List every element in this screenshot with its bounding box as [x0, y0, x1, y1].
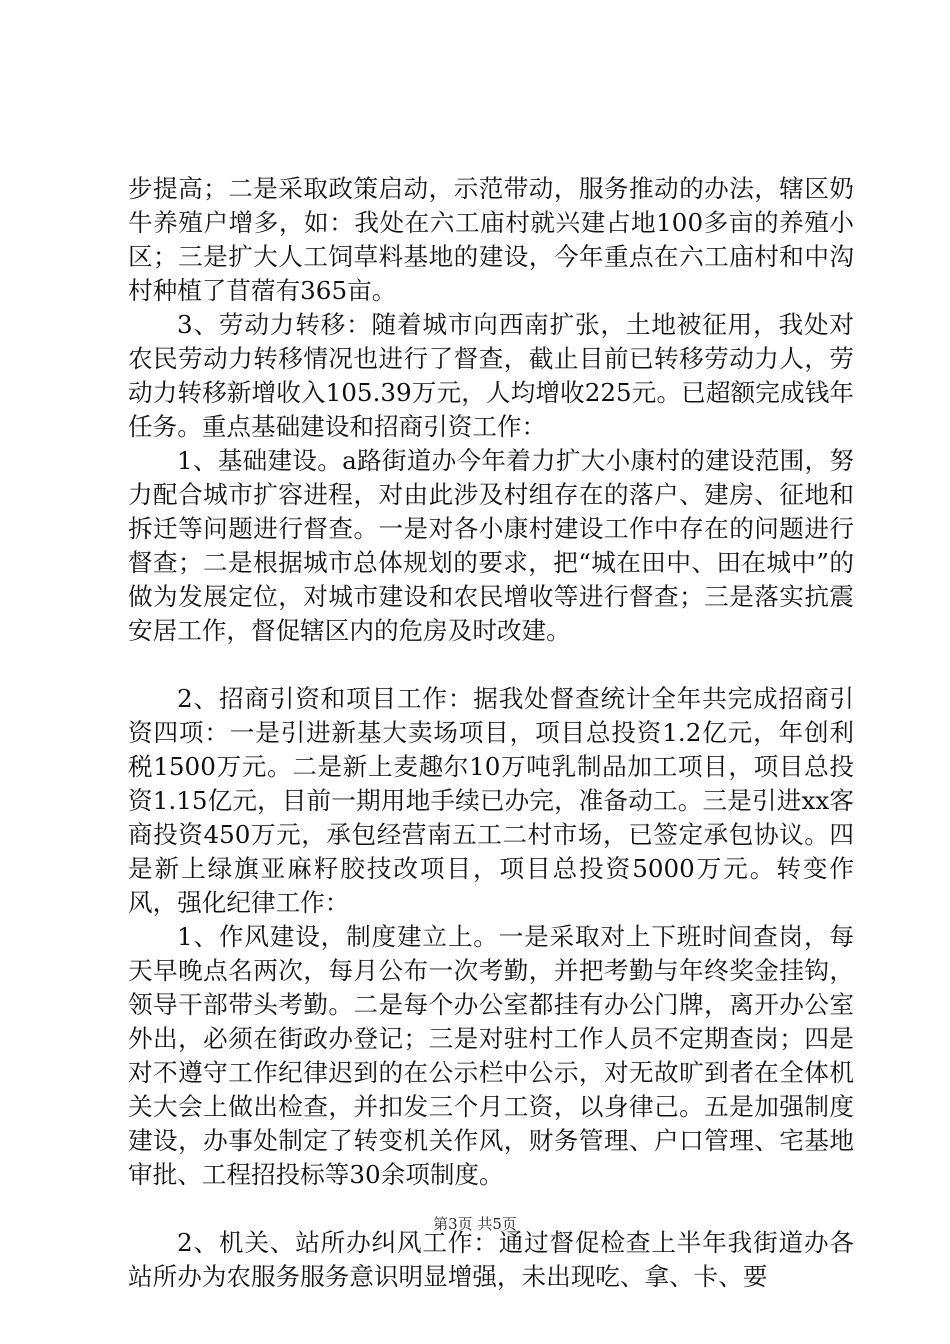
document-body	[128, 172, 854, 1294]
paragraph-work-style: 1、作风建设，制度建立上。一是采取对上下班时间查岗，每天早晚点名两次，每月公布一次考勤，并把考勤与年终奖金挂钩，领导干部带头考勤。二是每个办公室都挂有办公门牌，离开办公室外出，必须在街政办登记；三是对驻村工作人员不定期查岗；四是对不遵守工作纪律迟到的在公示栏中公示，对无故旷到者在全体机关大会上做出检查，并扣发三个月工资，以身律己。五是加强制度建设，办事处制定了转变机关作风，财务管理、户口管理、宅基地审批、工程招投标等30余项制度。	[128, 922, 854, 1189]
paragraph-continuation: 步提高；二是采取政策启动，示范带动，服务推动的办法，辖区奶牛养殖户增多，如：我处在六工庙村就兴建占地100多亩的养殖小区；三是扩大人工饲草料基地的建设，今年重点在六工庙村和中沟村种植了苜蓿有365亩。	[128, 174, 854, 305]
paragraph-investment: 2、招商引资和项目工作：据我处督查统计全年共完成招商引资四项：一是引进新基大卖场项目，项目总投资1.2亿元，年创利税1500万元。二是新上麦趣尔10万吨乳制品加工项目，项目总投资1.15亿元，目前一期用地手续已办完，准备动工。三是引进xx客商投资450万元，承包经营南五工二村市场，已签定承包协议。四是新上绿旗亚麻籽胶技改项目，项目总投资5000万元。转变作风，强化纪律工作：	[128, 684, 854, 917]
paragraph-labor-transfer: 3、劳动力转移：随着城市向西南扩张，土地被征用，我处对农民劳动力转移情况也进行了督查，截止目前已转移劳动力人，劳动力转移新增收入105.39万元，人均增收225元。已超额完成钱年任务。重点基础建设和招商引资工作：	[128, 310, 854, 441]
paragraph-rectification: 2、机关、站所办纠风工作：通过督促检查上半年我街道办各站所办为农服务服务意识明显增强，未出现吃、拿、卡、要	[128, 1228, 854, 1291]
paragraph-infrastructure: 1、基础建设。a路街道办今年着力扩大小康村的建设范围，努力配合城市扩容进程，对由此涉及村组存在的落户、建房、征地和拆迁等问题进行督查。一是对各小康村建设工作中存在的问题进行督查；二是根据城市总体规划的要求，把“城在田中、田在城中”的做为发展定位，对城市建设和农民增收等进行督查；三是落实抗震安居工作，督促辖区内的危房及时改建。	[128, 446, 854, 645]
paragraph-gap	[128, 648, 854, 682]
page-number-footer: 第3页 共5页	[433, 1215, 517, 1233]
